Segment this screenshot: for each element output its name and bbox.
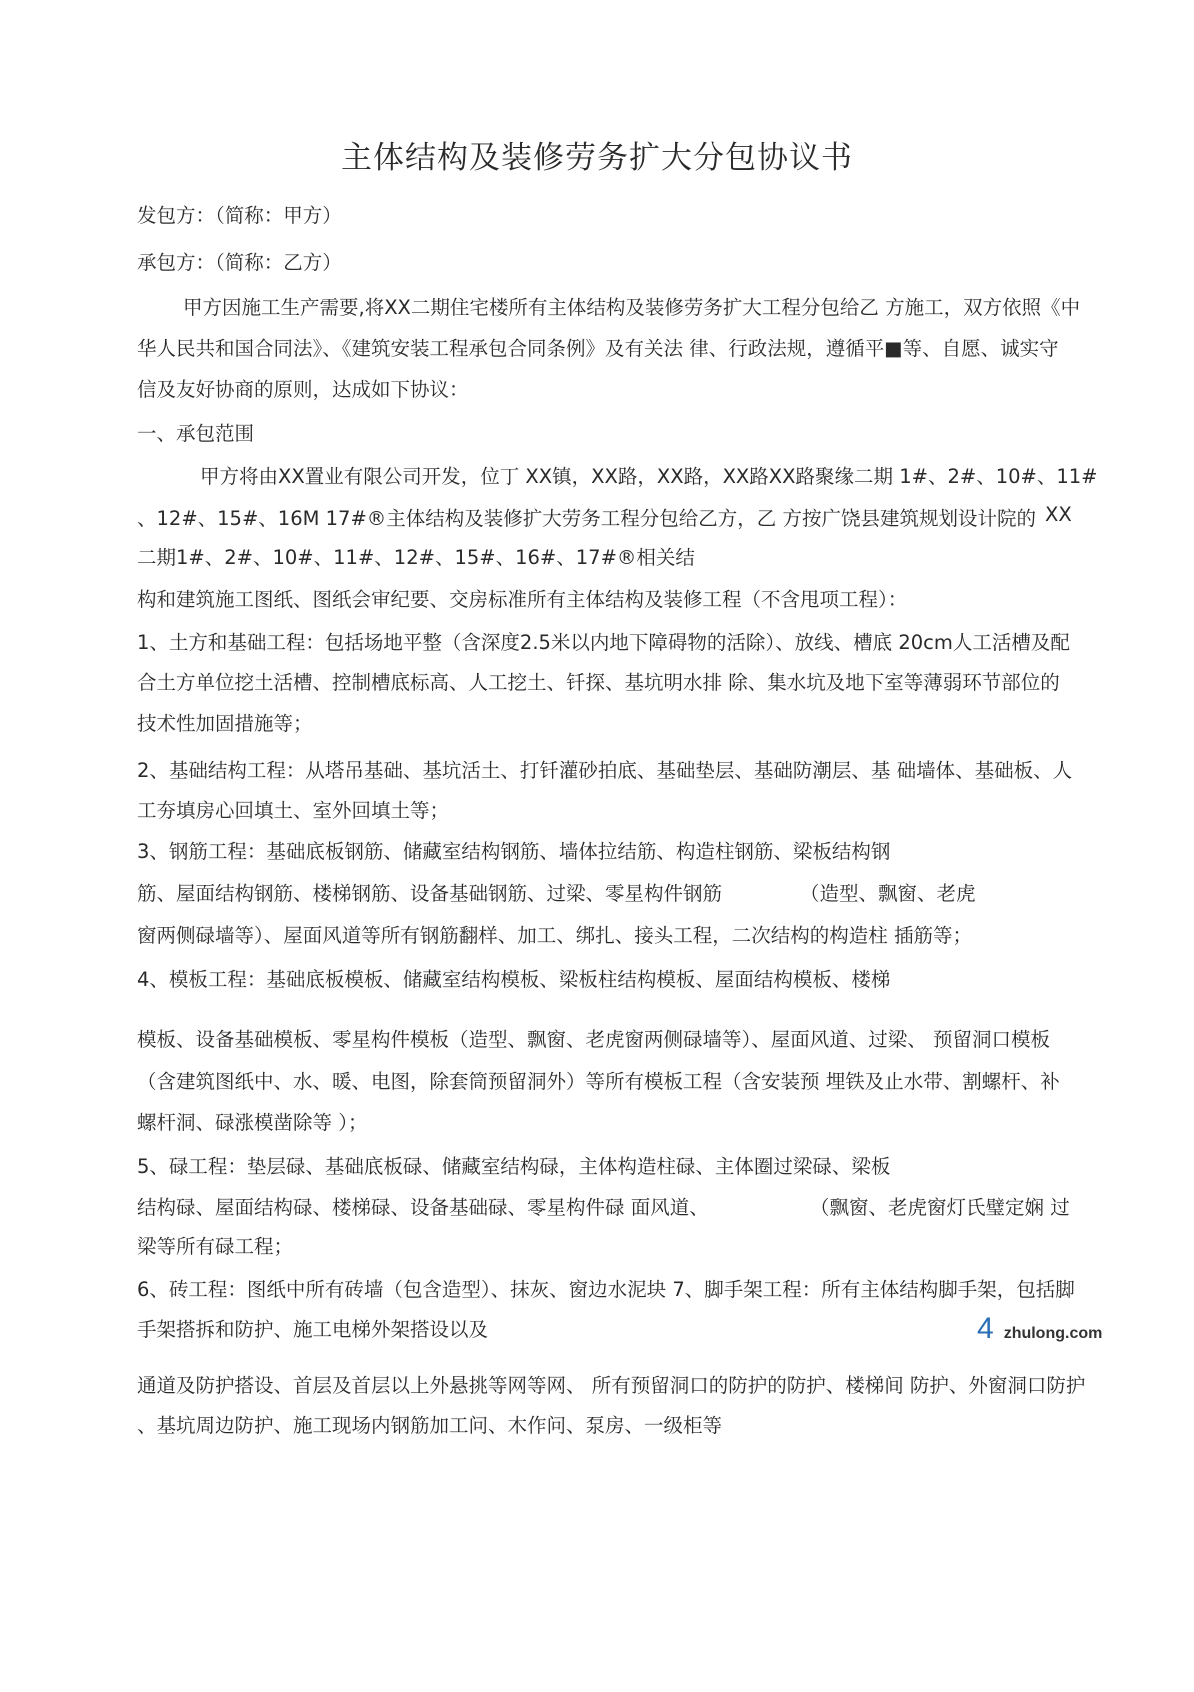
paragraph-line: XX <box>1045 503 1072 526</box>
paragraph-line: 、基坑周边防护、施工现场内钢筋加工问、木作问、泵房、一级柜等 <box>137 1414 723 1437</box>
watermark <box>977 1312 1102 1346</box>
paragraph-line: 华人民共和国合同法》、《建筑安装工程承包合同条例》及有关法 律、行政法规，遵循平■等、自愿、诚实守 <box>137 337 1059 360</box>
paragraph-line: 6、砖工程：图纸中所有砖墙（包含造型）、抹灰、窗边水泥块 7、脚手架工程：所有主体结构脚手架，包括脚 <box>137 1278 1075 1301</box>
paragraph-line: 结构碌、屋面结构碌、楼梯碌、设备基础碌、零星构件碌 面风道、 <box>137 1196 709 1219</box>
paragraph-line: 筋、屋面结构钢筋、楼梯钢筋、设备基础钢筋、过梁、零星构件钢筋 <box>137 882 723 905</box>
paragraph-line: 4、模板工程：基础底板模板、储藏室结构模板、梁板柱结构模板、屋面结构模板、楼梯 <box>137 968 891 991</box>
paragraph-line: 合土方单位挖土活槽、控制槽底标高、人工挖土、钎探、基坑明水排 除、集水坑及地下室等薄弱环节部位的 <box>137 671 1060 694</box>
document-title: 主体结构及装修劳务扩大分包协议书 <box>341 140 853 176</box>
paragraph-line: 梁等所有碌工程； <box>137 1235 294 1258</box>
paragraph-line: 1、土方和基础工程：包括场地平整（含深度2.5米以内地下障碍物的活除）、放线、槽底 20cm人工活槽及配 <box>137 631 1070 654</box>
watermark-site: zhulong.com <box>1003 1325 1103 1342</box>
paragraph-line: 模板、设备基础模板、零星构件模板（造型、飘窗、老虎窗两侧碌墙等）、屋面风道、过梁、 预留洞口模板 <box>137 1028 1050 1051</box>
paragraph-line: （造型、飘窗、老虎 <box>800 882 976 905</box>
paragraph-line: 甲方因施工生产需要,将XX二期住宅楼所有主体结构及装修劳务扩大工程分包给乙 方施工，双方依照《中 <box>183 296 1081 319</box>
paragraph-line: （飘窗、老虎窗灯氏璧定娴 过 <box>810 1196 1070 1219</box>
party-a-line: 发包方：（简称：甲方） <box>137 204 342 227</box>
paragraph-line: 信及友好协商的原则，达成如下协议： <box>137 378 469 401</box>
paragraph-line: 螺杆洞、碌涨模凿除等 ）； <box>137 1111 368 1134</box>
paragraph-line: 手架搭拆和防护、施工电梯外架搭设以及 <box>137 1318 489 1341</box>
paragraph-line: 2、基础结构工程：从塔吊基础、基坑活土、打钎灌砂拍底、基础垫层、基础防潮层、基 础墙体、基础板、人 <box>137 759 1073 782</box>
paragraph-line: （含建筑图纸中、水、暖、电图，除套筒预留洞外）等所有模板工程（含安装预 埋铁及止水带、割螺杆、补 <box>137 1070 1060 1093</box>
paragraph-line: 工夯填房心回填土、室外回填土等； <box>137 799 450 822</box>
section-heading: 一、承包范围 <box>137 422 255 445</box>
paragraph-line: 通道及防护搭设、首层及首层以上外悬挑等网等网、 所有预留洞口的防护的防护、楼梯间 防护、外窗洞口防护 <box>137 1374 1086 1397</box>
paragraph-line: 二期1#、2#、10#、11#、12#、15#、16#、17#®相关结 <box>137 546 695 569</box>
paragraph-line: 3、钢筋工程：基础底板钢筋、储藏室结构钢筋、墙体拉结筋、构造柱钢筋、梁板结构钢 <box>137 840 891 863</box>
paragraph-line: 5、碌工程：垫层碌、基础底板碌、储藏室结构碌，主体构造柱碌、主体圈过梁碌、梁板 <box>137 1155 891 1178</box>
paragraph-line: 构和建筑施工图纸、图纸会审纪要、交房标准所有主体结构及装修工程（不含甩项工程）： <box>137 588 908 611</box>
paragraph-line: 窗两侧碌墙等）、屋面风道等所有钢筋翻样、加工、绑扎、接头工程，二次结构的构造柱 插筋等； <box>137 924 972 947</box>
paragraph-line: 、12#、15#、16M 17#®主体结构及装修扩大劳务工程分包给乙方，乙 方按广饶县建筑规划设计院的 <box>137 507 1036 530</box>
paragraph-line: 技术性加固措施等； <box>137 712 313 735</box>
watermark-number: 4 <box>977 1312 994 1345</box>
party-b-line: 承包方：（简称：乙方） <box>137 251 342 274</box>
paragraph-line: 甲方将由XX置业有限公司开发，位丁 XX镇，XX路，XX路，XX路XX路聚缘二期 1#、2#、10#、11# <box>200 465 1098 488</box>
